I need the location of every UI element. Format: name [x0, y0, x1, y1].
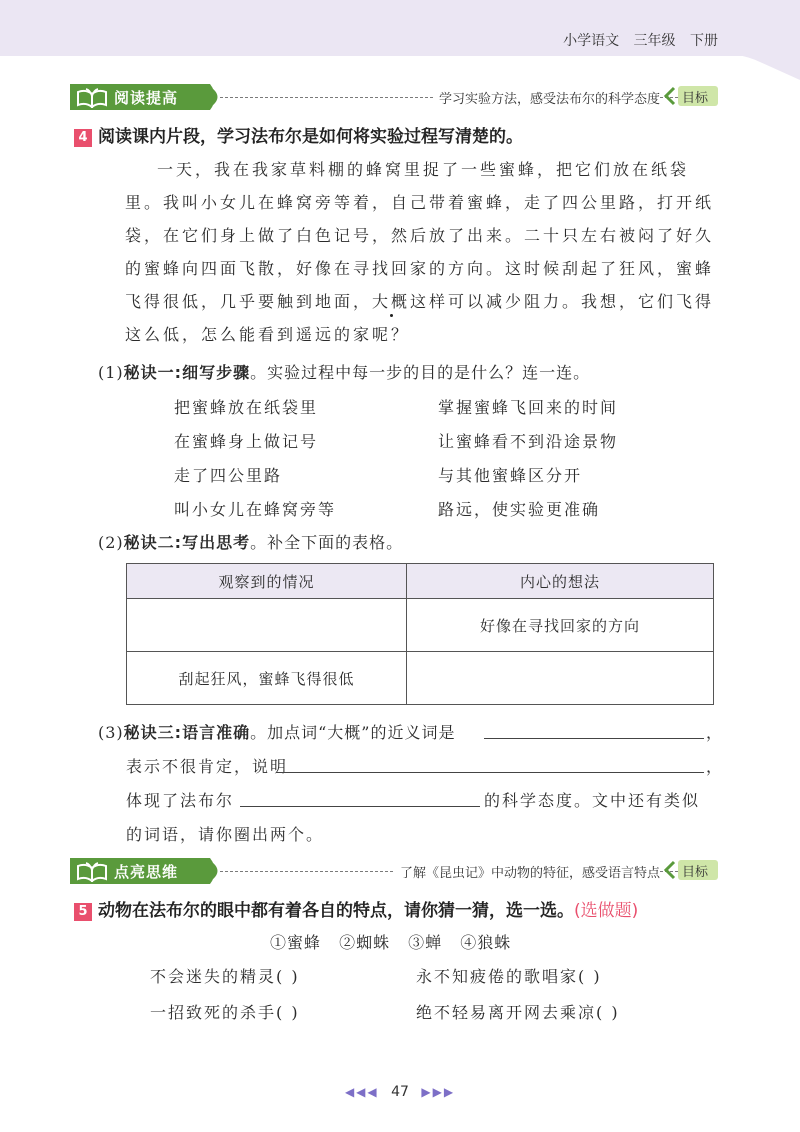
part-text: 。加点词“大概”的近义词是	[250, 723, 456, 742]
match-left-item[interactable]: 叫小女儿在蜂窝旁等	[174, 500, 337, 519]
table-row	[127, 652, 714, 705]
section-title: 点亮思维	[114, 863, 179, 881]
grade-label: 三年级	[633, 33, 676, 49]
part-label: (2)	[98, 533, 124, 552]
question-number: 5	[74, 903, 92, 921]
comma: ，	[706, 757, 725, 776]
part-3-line-3b: 的科学态度。文中还有类似	[484, 791, 701, 810]
page-footer	[0, 1084, 800, 1100]
part-text: 。补全下面的表格。	[250, 533, 404, 552]
page-number: 47	[391, 1084, 409, 1100]
comma: ，	[706, 723, 725, 742]
table-cell-blank[interactable]	[127, 599, 407, 652]
part-heading: 秘诀三:语言准确	[123, 723, 251, 742]
dotted-word: 大概	[372, 292, 411, 311]
answer-blank-synonym[interactable]	[484, 738, 704, 739]
header-meta	[563, 30, 718, 50]
goal-tag-label: 目标	[682, 865, 709, 880]
table-header: 内心的想法	[407, 564, 714, 599]
match-right-item[interactable]: 与其他蜜蜂区分开	[438, 466, 583, 485]
goal-tag	[662, 85, 718, 107]
next-arrows-icon: ▶▶▶	[421, 1085, 456, 1099]
match-right-item[interactable]: 掌握蜜蜂飞回来的时间	[438, 398, 619, 417]
subject-label: 小学语文	[563, 33, 620, 49]
part-1-instruction	[98, 360, 590, 383]
part-2-instruction	[98, 530, 403, 553]
passage-text-before: 一天，我在我家草料棚的蜂窝里捉了一些蜜蜂，把它们放在纸袋里。我叫小女儿在蜂窝旁等着，自己带着蜜蜂，走了四公里路，打开纸袋，在它们身上做了白色记号，然后放了出来。二十只左右被闷了好久的蜜蜂向四面飞散，好像在寻找回家的方向。这时候刮起了狂风，蜜蜂飞得很低，几乎要触到地面，	[125, 160, 715, 311]
part-heading: 秘诀一:细写步骤	[123, 363, 251, 382]
match-right-item[interactable]: 让蜜蜂看不到沿途景物	[438, 432, 619, 451]
section-goal: 学习实验方法，感受法布尔的科学态度	[433, 88, 660, 107]
table-row	[127, 599, 714, 652]
sprout-book-icon	[76, 86, 110, 108]
question-5-prompt	[74, 896, 638, 921]
sprout-book-icon	[76, 860, 110, 882]
table-cell: 好像在寻找回家的方向	[407, 599, 714, 652]
animal-options: ①蜜蜂 ②蜘蛛 ③蝉 ④狼蛛	[270, 933, 512, 952]
question-text: 阅读课内片段，学习法布尔是如何将实验过程写清楚的。	[98, 127, 523, 147]
reading-passage	[125, 153, 725, 351]
part-3-line-3a: 体现了法布尔	[126, 791, 235, 810]
choice-item[interactable]: 一招致死的杀手( )	[150, 1003, 300, 1022]
part-heading: 秘诀二:写出思考	[123, 533, 251, 552]
match-left-item[interactable]: 把蜜蜂放在纸袋里	[174, 398, 319, 417]
match-left-item[interactable]: 走了四公里路	[174, 466, 283, 485]
match-right-item[interactable]: 路远，使实验更准确	[438, 500, 601, 519]
question-number: 4	[74, 129, 92, 147]
part-3-instruction	[98, 720, 455, 743]
table-cell: 刮起狂风，蜜蜂飞得很低	[127, 652, 407, 705]
answer-blank-explain[interactable]	[276, 772, 704, 773]
part-label: (1)	[98, 363, 124, 382]
section-bar-reading	[70, 84, 718, 110]
volume-label: 下册	[690, 33, 718, 49]
table-cell-blank[interactable]	[407, 652, 714, 705]
choice-item[interactable]: 永不知疲倦的歌唱家( )	[416, 967, 602, 986]
section-goal: 了解《昆虫记》中动物的特征，感受语言特点	[394, 862, 660, 881]
part-label: (3)	[98, 723, 124, 742]
optional-label: (选做题)	[574, 901, 639, 921]
table-header: 观察到的情况	[127, 564, 407, 599]
answer-blank-attitude[interactable]	[240, 806, 480, 807]
section-bar-thinking	[70, 858, 718, 884]
section-title: 阅读提高	[114, 89, 179, 107]
choice-item[interactable]: 不会迷失的精灵( )	[150, 967, 300, 986]
observation-table	[126, 563, 714, 705]
passage-text-after: 这样可以减少阻力。我想，它们飞得这么低，怎么能看到遥远的家呢？	[125, 292, 715, 344]
goal-tag	[662, 859, 718, 881]
part-text: 。实验过程中每一步的目的是什么？连一连。	[250, 363, 591, 382]
match-left-item[interactable]: 在蜜蜂身上做记号	[174, 432, 319, 451]
goal-tag-label: 目标	[682, 91, 709, 106]
part-3-line-2: 表示不很肯定，说明	[126, 757, 289, 776]
prev-arrows-icon: ◀◀◀	[344, 1085, 379, 1099]
question-text: 动物在法布尔的眼中都有着各自的特点，请你猜一猜，选一选。	[98, 901, 574, 921]
question-4-prompt	[74, 122, 523, 147]
choice-item[interactable]: 绝不轻易离开网去乘凉( )	[416, 1003, 620, 1022]
part-3-line-4: 的词语，请你圈出两个。	[126, 825, 325, 844]
